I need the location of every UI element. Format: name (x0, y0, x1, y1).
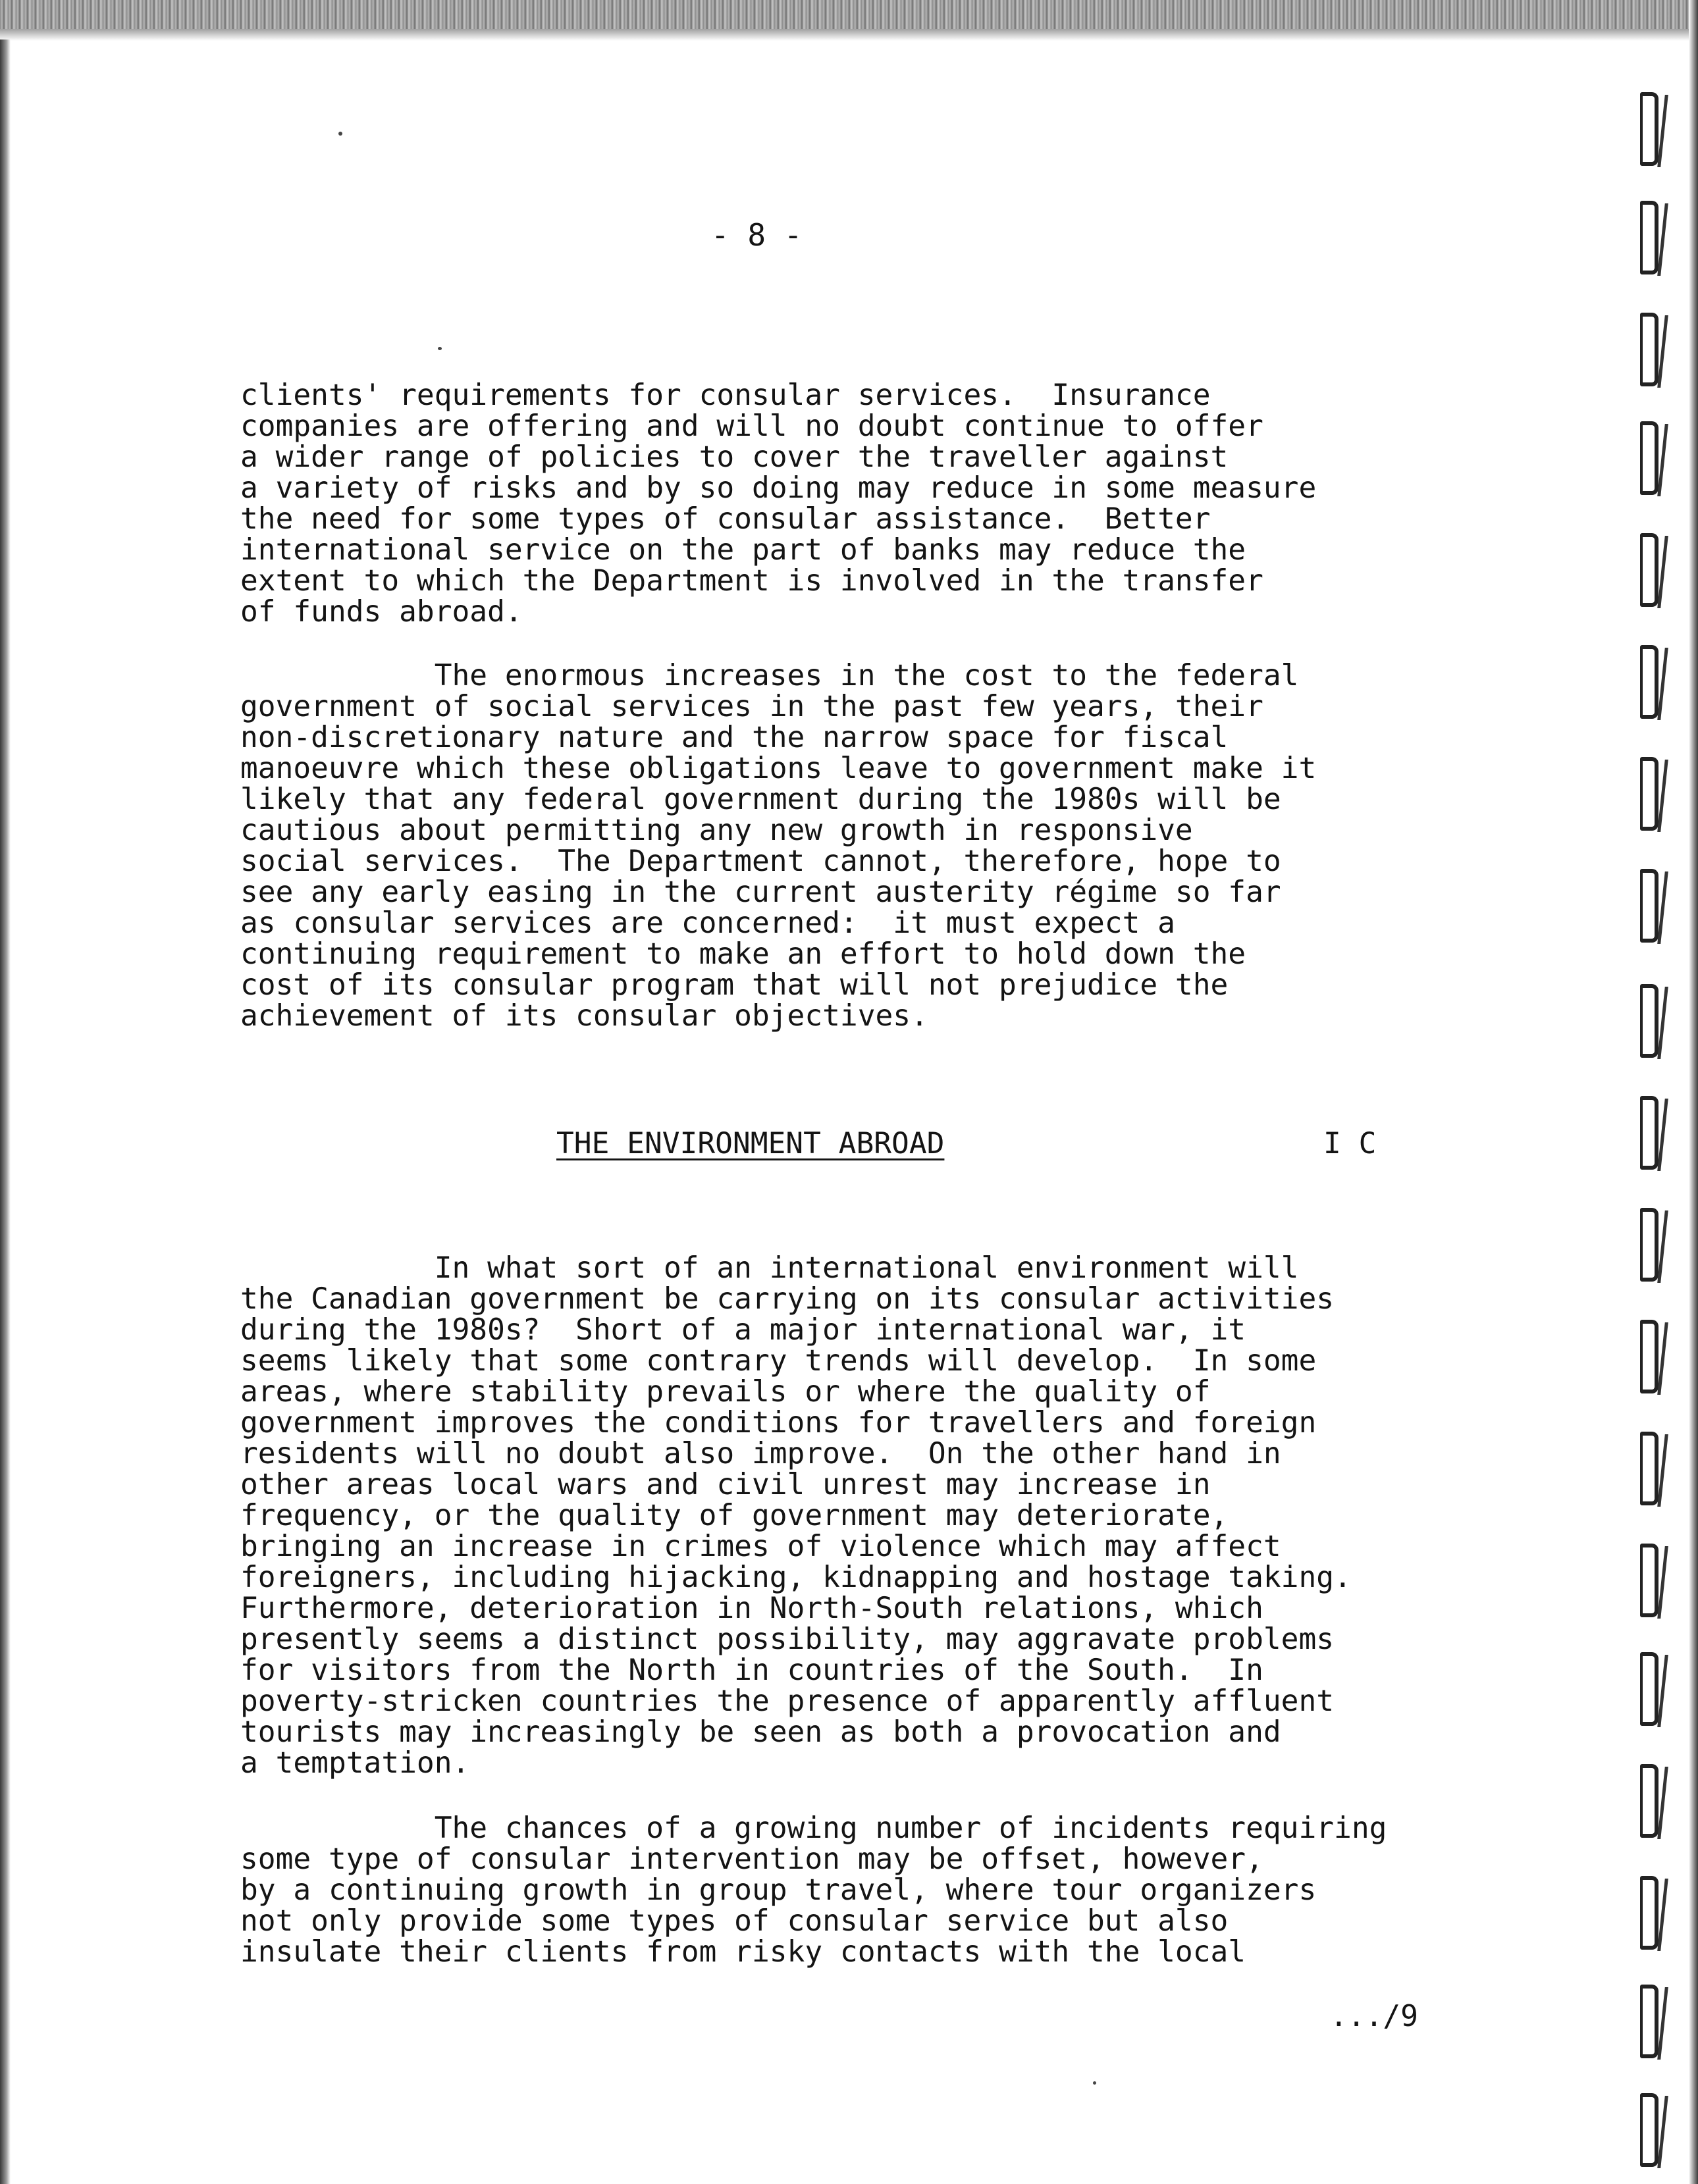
text-line: poverty-stricken countries the presence of apparently affluent (240, 1684, 1335, 1718)
text-line: government improves the conditions for travellers and foreign (240, 1406, 1317, 1440)
scan-speck (1093, 2081, 1096, 2085)
text-line: cost of its consular program that will not prejudice the (240, 968, 1229, 1002)
text-line: foreigners, including hijacking, kidnapping and hostage taking. (240, 1561, 1352, 1594)
section-heading: THE ENVIRONMENT ABROAD (556, 1127, 945, 1160)
binder-ring (1636, 313, 1672, 392)
page-number: - 8 - (711, 217, 803, 253)
binder-ring (1636, 201, 1672, 280)
binder-ring (1636, 2093, 1672, 2172)
text-line: continuing requirement to make an effort to hold down the (240, 937, 1246, 971)
binder-ring (1636, 1985, 1672, 2064)
text-line: In what sort of an international environment will (240, 1251, 1299, 1285)
text-line: as consular services are concerned: it must expect a (240, 906, 1175, 940)
text-line: frequency, or the quality of government may deteriorate, (240, 1499, 1229, 1532)
text-line: presently seems a distinct possibility, may aggravate problems (240, 1623, 1335, 1656)
section-code: I C (1323, 1127, 1377, 1160)
binder-ring (1636, 1096, 1672, 1175)
text-line: likely that any federal government during the 1980s will be (240, 783, 1281, 816)
binder-ring (1636, 92, 1672, 171)
scan-border-left (0, 39, 11, 2184)
text-line: non-discretionary nature and the narrow space for fiscal (240, 721, 1229, 754)
text-line: for visitors from the North in countries of the South. In (240, 1653, 1263, 1687)
binder-ring (1636, 1652, 1672, 1731)
scan-border-right (1689, 0, 1698, 2184)
text-line: residents will no doubt also improve. On the other hand in (240, 1437, 1281, 1470)
scan-speck (338, 132, 342, 136)
text-line: cautious about permitting any new growth in responsive (240, 814, 1193, 847)
text-line: some type of consular intervention may be offset, however, (240, 1842, 1263, 1876)
paragraph-continuation (240, 380, 1491, 627)
text-line: areas, where stability prevails or where the quality of (240, 1375, 1211, 1409)
binder-ring (1636, 645, 1672, 724)
text-line: the need for some types of consular assistance. Better (240, 502, 1211, 536)
text-line: a temptation. (240, 1746, 470, 1780)
binder-ring (1636, 1876, 1672, 1955)
text-line: see any early easing in the current austerity régime so far (240, 875, 1281, 909)
text-line: of funds abroad. (240, 595, 523, 629)
scan-border-top (0, 0, 1698, 41)
text-line: seems likely that some contrary trends will develop. In some (240, 1344, 1317, 1378)
text-line: the Canadian government be carrying on its consular activities (240, 1282, 1335, 1316)
binder-ring (1636, 1544, 1672, 1623)
text-line: Furthermore, deterioration in North-South relations, which (240, 1592, 1263, 1625)
text-line: extent to which the Department is involved in the transfer (240, 564, 1263, 598)
binder-ring (1636, 869, 1672, 948)
text-line: insulate their clients from risky contacts with the local (240, 1935, 1246, 1969)
binder-ring (1636, 984, 1672, 1063)
text-line: a variety of risks and by so doing may reduce in some measure (240, 471, 1317, 505)
paragraph-group-travel (240, 1813, 1491, 1967)
binder-ring (1636, 1764, 1672, 1843)
text-line: by a continuing growth in group travel, where tour organizers (240, 1873, 1317, 1907)
paragraph-international-environment (240, 1253, 1491, 1779)
text-line: a wider range of policies to cover the traveller against (240, 440, 1229, 474)
binder-ring (1636, 1208, 1672, 1287)
text-line: international service on the part of banks may reduce the (240, 533, 1246, 567)
binder-ring (1636, 757, 1672, 836)
binder-ring (1636, 533, 1672, 612)
text-line: The chances of a growing number of incidents requiring (240, 1811, 1387, 1845)
text-line: clients' requirements for consular services. Insurance (240, 378, 1211, 412)
binder-ring (1636, 1432, 1672, 1511)
text-line: bringing an increase in crimes of violence which may affect (240, 1530, 1281, 1563)
binder-ring (1636, 421, 1672, 500)
text-line: tourists may increasingly be seen as both a provocation and (240, 1715, 1281, 1749)
text-line: social services. The Department cannot, therefore, hope to (240, 845, 1281, 878)
text-line: other areas local wars and civil unrest may increase in (240, 1468, 1211, 1501)
text-line: achievement of its consular objectives. (240, 999, 928, 1033)
continued-on-page-marker: .../9 (1330, 2000, 1418, 2033)
text-line: during the 1980s? Short of a major international war, it (240, 1313, 1246, 1347)
text-line: companies are offering and will no doubt continue to offer (240, 409, 1263, 443)
text-line: manoeuvre which these obligations leave to government make it (240, 752, 1317, 785)
scan-speck (438, 347, 442, 350)
binder-ring (1636, 1320, 1672, 1399)
text-line: government of social services in the past few years, their (240, 690, 1263, 723)
text-line: The enormous increases in the cost to the federal (240, 659, 1299, 692)
paragraph-social-services-costs (240, 660, 1491, 1031)
text-line: not only provide some types of consular service but also (240, 1904, 1229, 1938)
